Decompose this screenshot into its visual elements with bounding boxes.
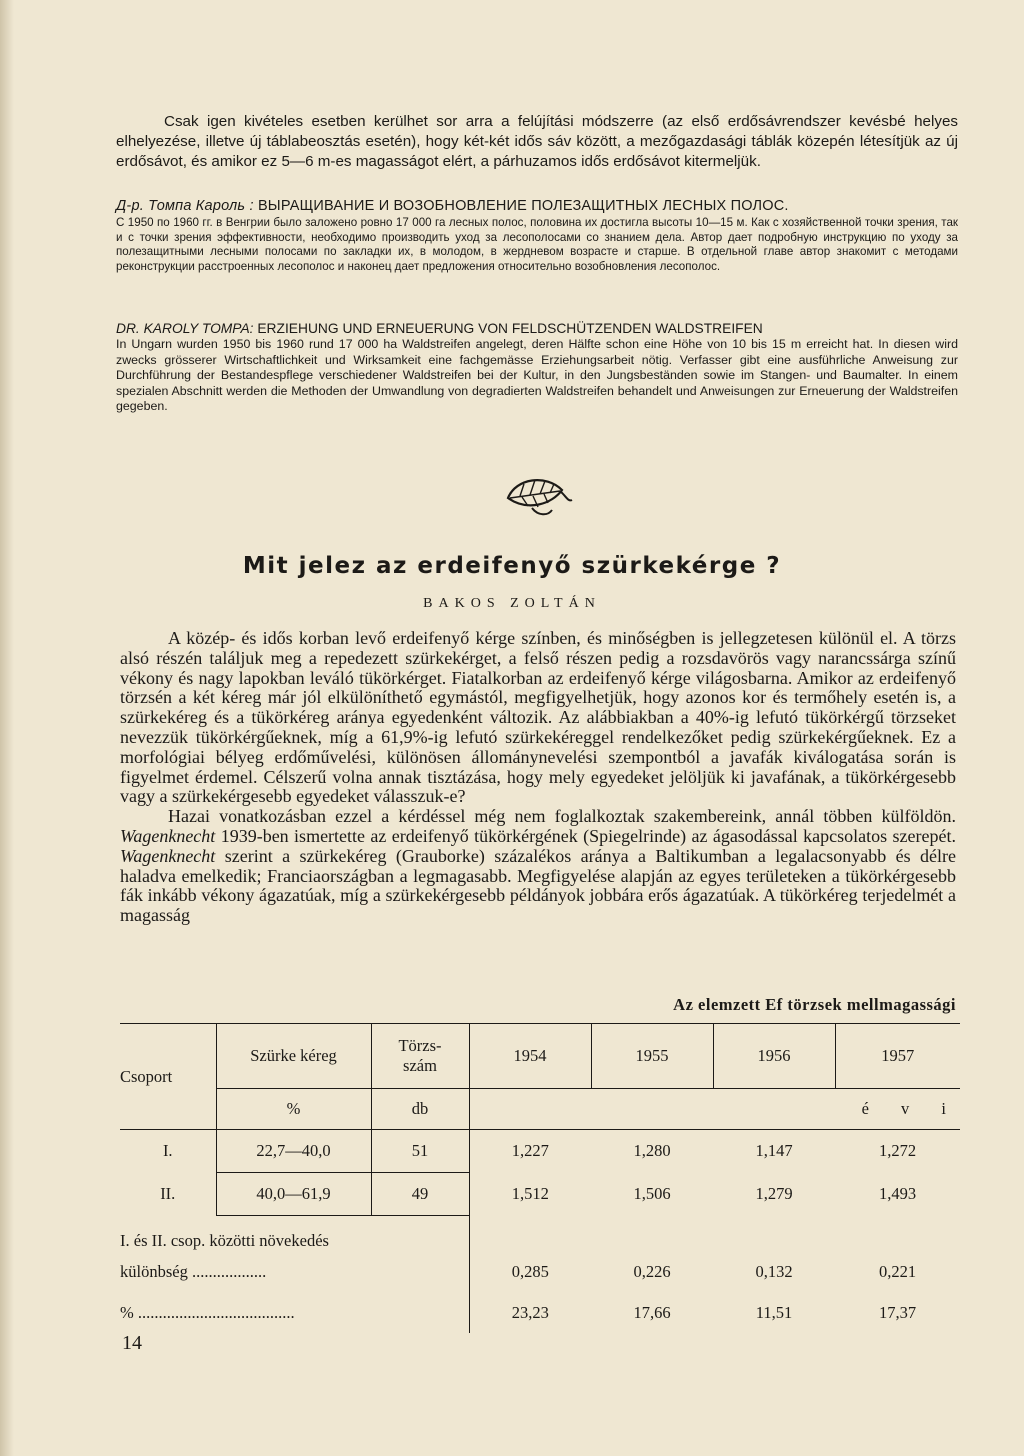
pct-1956: 11,51 (755, 1303, 793, 1322)
percent-label: % ...................................... (120, 1303, 295, 1322)
diff-1954: 0,285 (469, 1251, 591, 1293)
article-p2-part-c: szerint a szürkekéreg (Grauborke) százalékos aránya a Baltikumban a legalacsonyabb és délre haladva emelkedik; Franciaországban a legmagasabb. Megfigyelése alapján az egyes területeken a tükörkérgesebb fák inkább vékony ágazatúak, míg a szürkekérgesebb példányok jobbára erős ágazatúak. A tükörkéreg terjedelmét a magasság (120, 845, 956, 926)
author-name-wagenknecht-1: Wagenknecht (120, 825, 216, 846)
diff-1955: 0,226 (633, 1262, 671, 1281)
page-edge-shadow (0, 0, 14, 1456)
header-stem-count-line1: Törzs- (398, 1036, 442, 1055)
table-row-difference-label (120, 1216, 960, 1252)
table-row (120, 1130, 960, 1173)
row-1-1955: 1,280 (633, 1141, 671, 1161)
diff-1957: 0,221 (878, 1262, 917, 1281)
intro-paragraph: Csak igen kivételes esetben kerülhet sor arra a felújítási módszerre (az első erdősávrendszer kevésbé helyes elhelyezése, illetve új táblabeosztás esetén), hogy két-két idős sáv között, a mezőgazdasági táblák közepén létesítjük az új erdősávot, és amikor ez 5—6 m-es magasságot elért, a párhuzamos idős erdősávot kitermeljük. (116, 113, 958, 170)
article-author: BAKOS ZOLTÁN (423, 596, 601, 611)
spacer-cell (713, 1216, 835, 1252)
header-year-1957: 1957 (835, 1024, 960, 1089)
unit-grey-bark: % (216, 1089, 371, 1130)
spacer-cell (835, 1216, 960, 1252)
table-unit-row (120, 1089, 960, 1130)
table-caption: Az elemzett Ef törzsek mellmagassági (673, 995, 956, 1014)
article-p2-part-b: 1939-ben ismertette az erdeifenyő tükörkérgének (Spiegelrinde) az ágasodással kapcsolatos szerepét. (215, 825, 956, 846)
pct-1957: 17,37 (878, 1303, 917, 1322)
row-2-group: II. (160, 1184, 176, 1203)
row-2-count: 49 (371, 1173, 469, 1216)
difference-label-line1: I. és II. csop. közötti növekedés (120, 1231, 329, 1250)
table-header-row (120, 1024, 960, 1089)
header-stem-count (371, 1024, 469, 1089)
summary-ru-heading (116, 198, 958, 214)
article-p2-part-a: Hazai vonatkozásban ezzel a kérdéssel még nem foglalkoztak szakembereink, annál többen külföldön. (168, 806, 956, 827)
header-year-1955: 1955 (591, 1024, 713, 1089)
leaf-ornament-icon (502, 470, 574, 520)
row-2-grey-bark: 40,0—61,9 (216, 1173, 371, 1216)
row-2-1956: 1,279 (755, 1184, 793, 1203)
summary-ru-author: Д-р. Томпа Кароль : (116, 198, 254, 214)
spacer-cell (591, 1216, 713, 1252)
article-paragraph-2 (120, 807, 956, 926)
article-paragraph-1: A közép- és idős korban levő erdeifenyő kérge színben, és minőségben is jellegzetesen különül el. A törzs alsó részén találjuk meg a repedezett szürkekérget, a felső részen pedig a rozsdavörös vagy narancssárga színű vékony és nagy lapokban leváló tükörkérget. Fiatalkorban az erdeifenyő kérge világosbarna. Amikor az erdeifenyő törzsén a két kéreg már jól elkülöníthető egymástól, megfigyelhetjük, hogy azonos kor és termőhely esetén is, a szürkekéreg és a tükörkéreg aránya egyedenként változik. Az alábbiakban a 40%-ig lefutó tükörkérgű törzseket nevezzük tükörkérgűeknek, míg a 61,9%-ig lefutó szürkekéreggel rendelkezőket pedig szürkekérgűeknek. Ez a morfológiai bélyeg erdőművelési, különösen állománynevelési szempontból a javafák kiválogatása során is figyelmet érdemel. Célszerű volna annak tisztázása, hogy mely egyedeket jelöljük ki javafának, a tükörkérgesebb vagy a szürkekérgesebb egyedeket válasszuk-e? (120, 628, 956, 807)
author-name-wagenknecht-2: Wagenknecht (120, 845, 216, 866)
header-grey-bark: Szürke kéreg (216, 1024, 371, 1089)
pct-1955: 17,66 (633, 1303, 671, 1322)
row-1-grey-bark: 22,7—40,0 (216, 1130, 371, 1173)
table-row-difference (120, 1251, 960, 1293)
article-body (120, 629, 956, 926)
summary-russian (116, 198, 958, 274)
data-table (120, 1023, 960, 1333)
summary-ru-title: ВЫРАЩИВАНИЕ И ВОЗОБНОВЛЕНИЕ ПОЛЕЗАЩИТНЫХ ЛЕСНЫХ ПОЛОС. (257, 198, 789, 214)
row-1-1956: 1,147 (755, 1141, 793, 1161)
row-1-group: I. (162, 1141, 173, 1161)
table-row-percent (120, 1293, 960, 1333)
pct-1954: 23,23 (469, 1293, 591, 1333)
summary-ru-body: С 1950 по 1960 гг. в Венгрии было заложено ровно 17 000 га лесных полос, половина их достигла высоты 10—15 м. Как с хозяйственной точки зрения, так и с точки зрения эффективности, необходимо производить уход за лесополосами со знанием дела. Автор дает подробную инструкцию по уходу за полезащитными лесными полосами по закладки их, в молодом, в жердневом возрасте и старше. В отдельной главе автор знакомит с методами реконструкции расстроенных лесополос и наконец дает предложения относительно возобновления лесополос. (116, 216, 958, 273)
unit-stem-count: db (371, 1089, 469, 1130)
summary-de-author: DR. KAROLY TOMPA: (116, 321, 254, 336)
summary-german (116, 321, 958, 415)
summary-de-heading (116, 321, 958, 337)
diff-1956: 0,132 (755, 1262, 793, 1281)
summary-de-title: ERZIEHUNG UND ERNEUERUNG VON FELDSCHÜTZENDEN WALDSTREIFEN (257, 321, 763, 336)
row-2-1955: 1,506 (633, 1184, 671, 1203)
header-group: Csoport (120, 1024, 216, 1130)
header-year-1954: 1954 (469, 1024, 591, 1089)
table-row (120, 1173, 960, 1216)
row-1-1957: 1,272 (878, 1141, 917, 1161)
summary-de-body: In Ungarn wurden 1950 bis 1960 rund 17 000 ha Waldstreifen angelegt, deren Hälfte schon eine Höhe von 10 bis 15 m erreicht hat. In diesen wird zwecks grösserer Wirtschaftlichkeit und Wirksamkeit eine fachgemässe Erziehungsarbeit nötig. Verfasser gibt eine ausführliche Anweisung zur Durchführung der Bestandespflege verschiedener Waldstreifen bei der Kultur, in den Jungsbeständen sowie im Stangen- und Baumalter. In einem spezialen Abschnitt werden die Methoden der Umwandlung von degradierten Waldstreifen behandelt und Anweisungen zur Erneuerung der Waldstreifen gegeben. (116, 337, 958, 413)
row-1-count: 51 (371, 1130, 469, 1173)
difference-label-line2: különbség .................. (120, 1262, 267, 1281)
row-1-1954: 1,227 (469, 1130, 591, 1173)
header-stem-count-line2: szám (403, 1056, 437, 1075)
row-2-1954: 1,512 (469, 1173, 591, 1216)
article-title: Mit jelez az erdeifenyő szürkekérge ? (242, 553, 782, 579)
intro-section (116, 112, 958, 172)
page-number: 14 (122, 1332, 142, 1354)
row-2-1957: 1,493 (878, 1184, 917, 1203)
unit-years: é v i (469, 1089, 960, 1130)
header-year-1956: 1956 (713, 1024, 835, 1089)
spacer-cell (469, 1216, 591, 1252)
